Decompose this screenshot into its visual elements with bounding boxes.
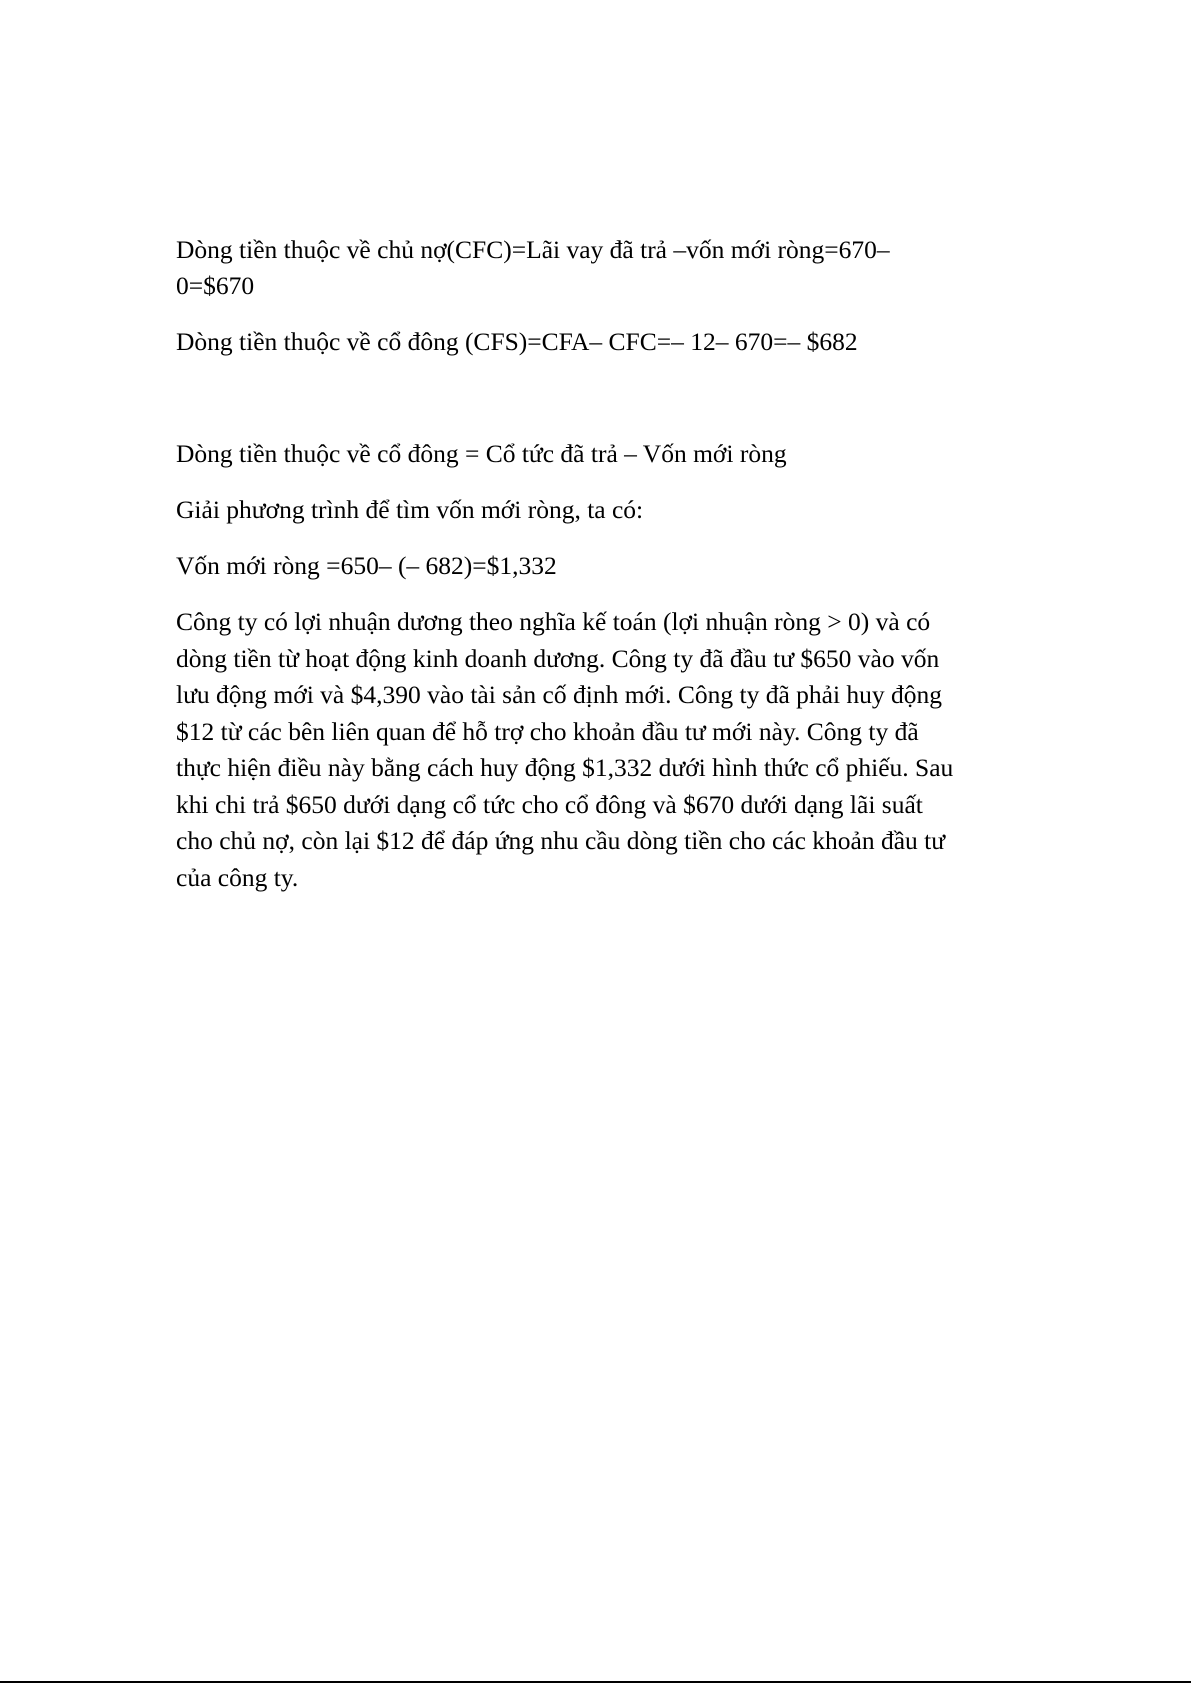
summary-line: thực hiện điều này bằng cách huy động $1,332 dưới hình thức cổ phiếu. Sau [176, 753, 954, 782]
summary-line: lưu động mới và $4,390 vào tài sản cố định mới. Công ty đã phải huy động [176, 680, 943, 709]
cfs-formula-line: Dòng tiền thuộc về cổ đông (CFS)=CFA– CFC=– 12– 670=– $682 [176, 327, 858, 356]
net-new-capital-line: Vốn mới ròng =650– (– 682)=$1,332 [176, 551, 557, 580]
summary-line: dòng tiền từ hoạt động kinh doanh dương. Công ty đã đầu tư $650 vào vốn [176, 643, 940, 673]
cfc-formula-line-1: Dòng tiền thuộc về chủ nợ(CFC)=Lãi vay đã trả –vốn mới ròng=670– [176, 235, 890, 264]
summary-line: Công ty có lợi nhuận dương theo nghĩa kế toán (lợi nhuận ròng > 0) và có [176, 607, 931, 636]
summary-line: $12 từ các bên liên quan để hỗ trợ cho khoản đầu tư mới này. Công ty đã [176, 716, 919, 746]
summary-paragraph [176, 604, 1036, 896]
summary-line: cho chủ nợ, còn lại $12 để đáp ứng nhu cầu dòng tiền cho các khoản đầu tư [176, 826, 946, 855]
cfc-formula-line-2: 0=$670 [176, 271, 255, 300]
solve-intro-line: Giải phương trình để tìm vốn mới ròng, ta có: [176, 495, 644, 524]
summary-line: khi chi trả $650 dưới dạng cổ tức cho cổ đông và $670 dưới dạng lãi suất [176, 789, 923, 819]
footer-divider [0, 1681, 1191, 1683]
summary-line: của công ty. [176, 862, 299, 892]
cfs-definition-line: Dòng tiền thuộc về cổ đông = Cổ tức đã trả – Vốn mới ròng [176, 439, 787, 468]
